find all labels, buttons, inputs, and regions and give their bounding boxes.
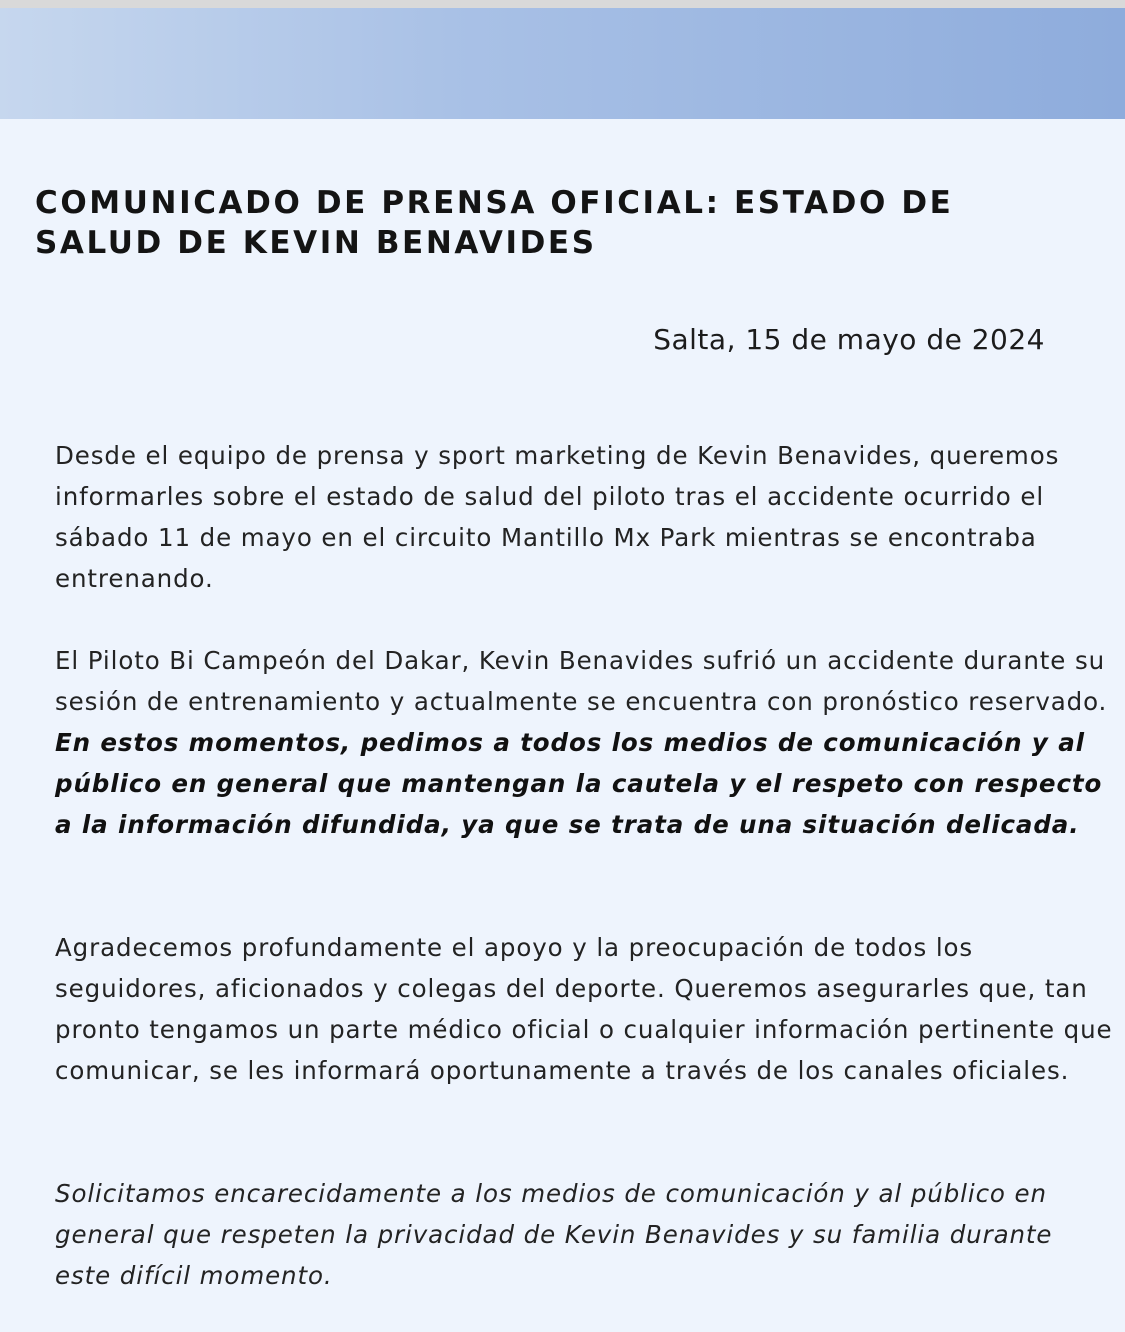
document-title: COMUNICADO DE PRENSA OFICIAL: ESTADO DE SALUD DE KEVIN BENAVIDES (35, 185, 954, 261)
top-border (0, 0, 1125, 8)
paragraph-privacy-request: Solicitamos encarecidamente a los medios de comunicación y al público en general que respeten la privacidad de Kevin Benavides y su familia durante este difícil momento. (55, 1179, 1053, 1290)
paragraph-accident-emphasis: En estos momentos, pedimos a todos los medios de comunicación y al público en general que mantengan la cautela y el respeto con respecto a la información difundida, ya que se trata de una situación delicada. (55, 728, 1103, 839)
document-date: Salta, 15 de mayo de 2024 (653, 323, 1045, 356)
header-band (0, 8, 1125, 119)
paragraph-accident (55, 640, 1115, 845)
paragraph-intro: Desde el equipo de prensa y sport marketing de Kevin Benavides, queremos informarles sobre el estado de salud del piloto tras el accidente ocurrido el sábado 11 de mayo en el circuito Mantillo Mx Park mientras se encontraba entrenando. (55, 441, 1060, 593)
paragraph-accident-text: El Piloto Bi Campeón del Dakar, Kevin Benavides sufrió un accidente durante su sesión de entrenamiento y actualmente se encuentra con pronóstico reservado. (55, 646, 1108, 716)
paragraph-thanks: Agradecemos profundamente el apoyo y la preocupación de todos los seguidores, aficionados y colegas del deporte. Queremos asegurarles que, tan pronto tengamos un parte médico oficial o cualquier información pertinente que comunicar, se les informará oportunamente a través de los canales oficiales. (55, 933, 1113, 1085)
